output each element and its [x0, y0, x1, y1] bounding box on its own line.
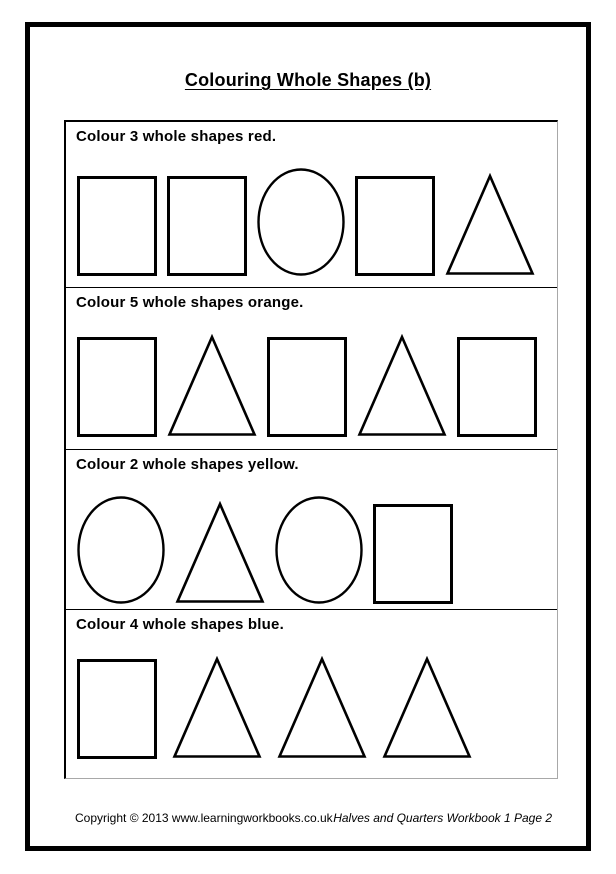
shapes-row: [77, 496, 547, 604]
rectangle-shape: [77, 659, 157, 759]
worksheet-table: [64, 120, 558, 779]
section-colour-red: [66, 122, 557, 288]
triangle-shape: [382, 656, 472, 759]
rectangle-shape: [267, 337, 347, 437]
triangle-shape: [357, 334, 447, 437]
section-colour-yellow: [66, 450, 557, 610]
rectangle-shape: [77, 176, 157, 276]
instruction-text: Colour 2 whole shapes yellow.: [76, 456, 299, 473]
oval-shape: [275, 496, 363, 604]
triangle-shape: [175, 501, 265, 604]
instruction-text: Colour 5 whole shapes orange.: [76, 294, 304, 311]
rectangle-shape: [355, 176, 435, 276]
workbook-page-label: Halves and Quarters Workbook 1 Page 2: [333, 811, 552, 825]
triangle-shape: [167, 334, 257, 437]
page-footer: [75, 811, 552, 825]
rectangle-shape: [167, 176, 247, 276]
section-colour-blue: [66, 610, 557, 778]
shapes-row: [77, 334, 547, 437]
oval-shape: [257, 168, 345, 276]
rectangle-shape: [77, 337, 157, 437]
instruction-text: Colour 3 whole shapes red.: [76, 128, 277, 145]
copyright-text: Copyright © 2013 www.learningworkbooks.co.uk: [75, 811, 333, 825]
section-colour-orange: [66, 288, 557, 450]
oval-shape: [77, 496, 165, 604]
triangle-shape: [445, 173, 535, 276]
shapes-row: [77, 656, 547, 759]
page-title: Colouring Whole Shapes (b): [184, 70, 432, 90]
triangle-shape: [277, 656, 367, 759]
rectangle-shape: [457, 337, 537, 437]
instruction-text: Colour 4 whole shapes blue.: [76, 616, 284, 633]
rectangle-shape: [373, 504, 453, 604]
shapes-row: [77, 168, 547, 276]
triangle-shape: [172, 656, 262, 759]
